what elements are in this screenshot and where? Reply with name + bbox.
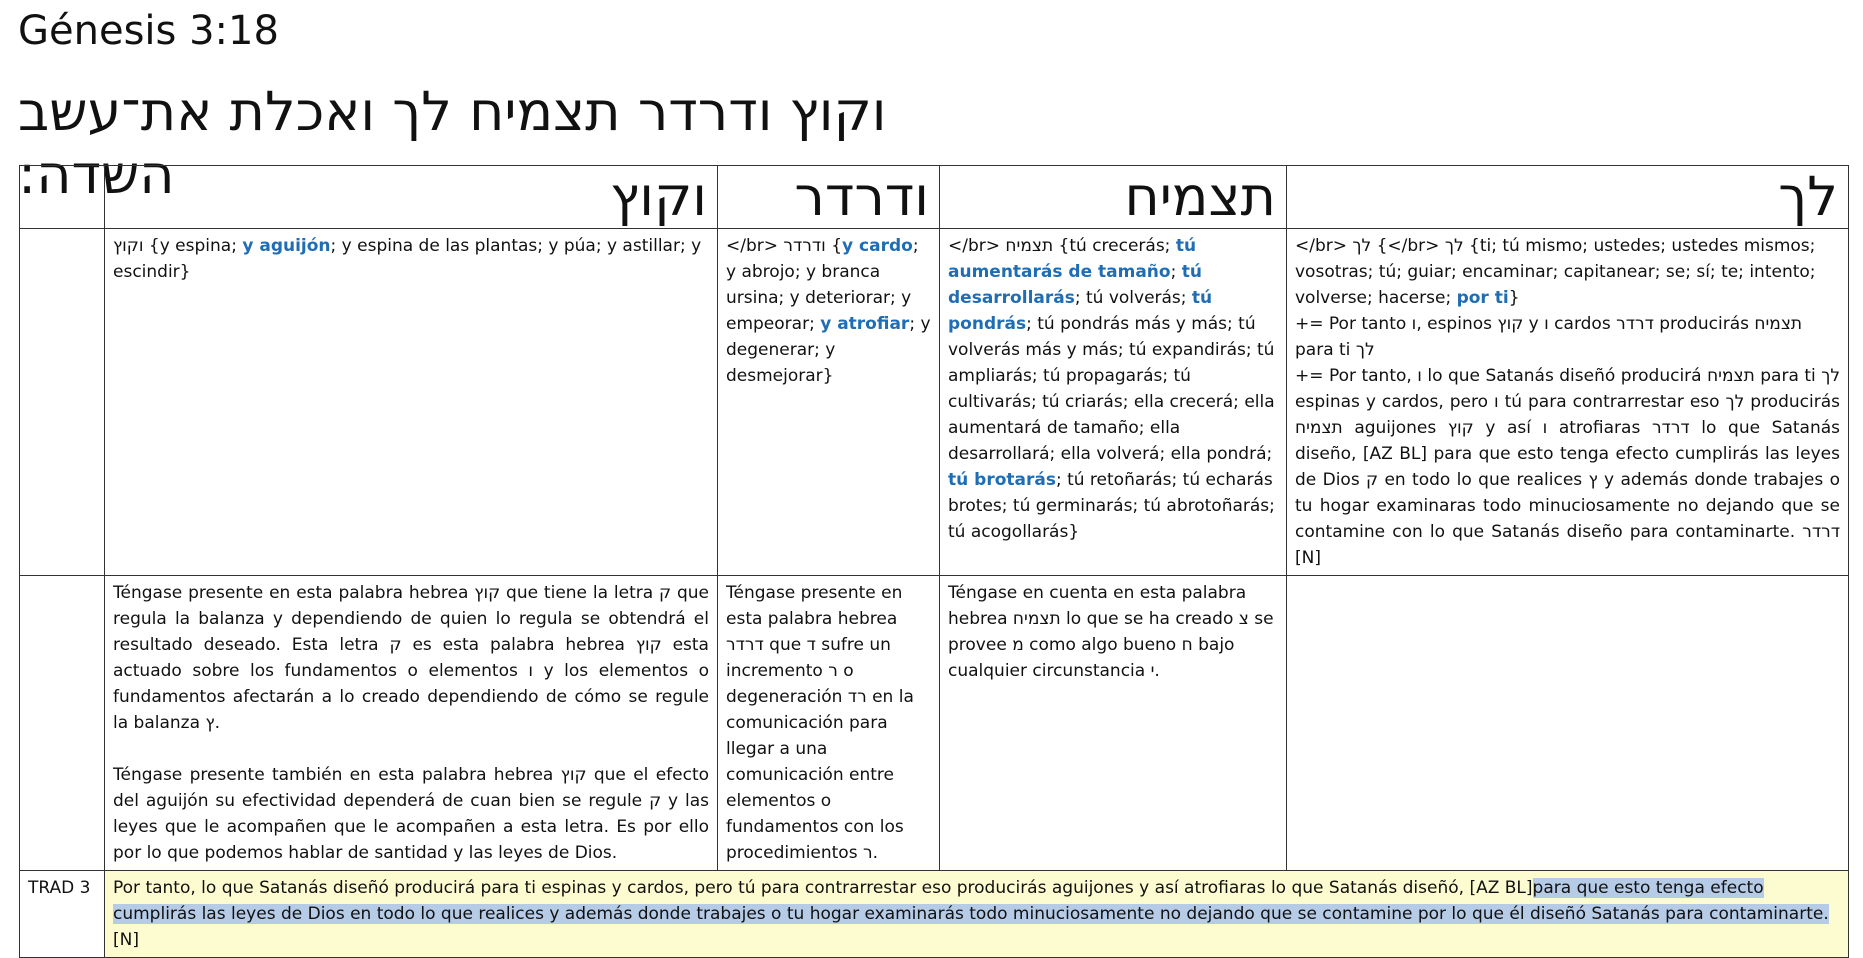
translation-row xyxy=(20,871,1849,958)
def4-definitions xyxy=(1295,233,1840,311)
def3-highlight-a: tú aumentarás de tamaño xyxy=(948,236,1197,282)
def4-text-b: } xyxy=(1508,288,1520,308)
definitions-empty-cell xyxy=(20,229,105,576)
def4-translation-1: += Por tanto ו, espinos קוץ y ו cardos דרדר producirás תצמיח para ti לך xyxy=(1295,314,1803,360)
def3-text-e: ; tú retoñarás; tú echarás brotes; tú germinarás; tú abrotoñarás; tú acogollarás} xyxy=(948,470,1275,542)
header-empty-cell xyxy=(20,166,105,229)
def4-text-a: </br> לך {</br> לך {ti; tú mismo; ustedes; ustedes mismos; vosotras; tú; guiar; encaminar; capitanear; se; sí; te; intento; volverse; hacerse; xyxy=(1295,236,1816,308)
definitions-row xyxy=(20,229,1849,576)
page-title: Génesis 3:18 xyxy=(18,8,279,54)
def4-highlight: por ti xyxy=(1456,288,1509,308)
def3-text-b: ; xyxy=(1170,262,1182,282)
translation-text: Por tanto, lo que Satanás diseñó producirá para ti espinas y cardos, pero tú para contrarrestar eso producirás aguijones y así atrofiaras lo que Satanás diseñó, [AZ BL] xyxy=(113,878,1533,898)
def1-highlight: y aguijón xyxy=(242,236,331,256)
header-row xyxy=(20,166,1849,229)
def2-highlight-a: y cardo xyxy=(842,236,913,256)
header-word-1: וקוץ xyxy=(105,166,718,229)
def3-highlight-b: tú desarrollarás xyxy=(948,262,1202,308)
def4-translation-2: += Por tanto, ו lo que Satanás diseñó producirá תצמיח para ti לך espinas y cardos, pero ו tú para contrarrestar eso לך producirás תצמיח aguijones קוץ y así ו atrofiaras דרדר lo que Satanás diseño, [AZ BL] para que esto tenga efecto cumplirás las leyes de Dios ק en todo lo que realices ץ y además donde trabajes o tu hogar examinaras todo minuciosamente no dejando que se contamine con lo que Satanás diseño para contaminarte. דרדר [N] xyxy=(1295,366,1840,568)
note-cell-3: Téngase en cuenta en esta palabra hebrea תצמיח lo que se ha creado צ se provee מ como algo bueno ח bajo cualquier circunstancia י. xyxy=(940,576,1287,871)
analysis-table xyxy=(19,165,1849,958)
note1-paragraph-1: Téngase presente en esta palabra hebrea קוץ que tiene la letra ק que regula la balanza y dependiendo de quien lo regula se obtendrá el resultado deseado. Esta letra ק es esta palabra hebrea קוץ esta actuado sobre los fundamentos o elementos ו y los elementos o fundamentos afectarán a lo creado dependiendo de cómo se regule la balanza ץ. xyxy=(113,583,709,733)
hebrew-verse: וקוץ ודרדר תצמיח לך ואכלת את־עשב השדה: xyxy=(18,80,887,206)
definition-cell-4 xyxy=(1287,229,1849,576)
translation-label: TRAD 3 xyxy=(20,871,105,958)
def3-text-d: ; tú pondrás más y más; tú volverás más y más; tú expandirás; tú ampliarás; tú propagarás; tú cultivarás; tú criarás; ella crecerá; ella aumentará de tamaño; ella desarrollará; ella volverá; ella pondrá; xyxy=(948,314,1275,464)
header-word-3: תצמיח xyxy=(940,166,1287,229)
def3-highlight-c: tú pondrás xyxy=(948,288,1213,334)
translation-end: [N] xyxy=(113,930,139,950)
def2-text-a: </br> ודרדר { xyxy=(726,236,843,256)
def2-highlight-b: y atrofiar xyxy=(820,314,910,334)
definition-cell-2 xyxy=(718,229,940,576)
definition-cell-1 xyxy=(105,229,718,576)
note-cell-1 xyxy=(105,576,718,871)
def1-text-b: ; y espina de las plantas; y púa; y astillar; y escindir} xyxy=(113,236,702,282)
header-word-4: לך xyxy=(1287,166,1849,229)
def3-text-c: ; tú volverás; xyxy=(1074,288,1192,308)
definition-cell-3 xyxy=(940,229,1287,576)
notes-empty-cell xyxy=(20,576,105,871)
translation-highlighted-text: para que esto tenga efecto cumplirás las leyes de Dios en todo lo que realices y además donde trabajes o tu hogar examinarás todo minuciosamente no dejando que se contamine por lo que él diseñó Satanás para contaminarte. xyxy=(113,878,1829,924)
note-cell-4-empty xyxy=(1287,576,1849,871)
def3-text-a: </br> תצמיח {tú crecerás; xyxy=(948,236,1176,256)
def2-text-c: ; y degenerar; y desmejorar} xyxy=(726,314,931,386)
def2-text-b: ; y abrojo; y branca ursina; y deteriorar; y empeorar; xyxy=(726,236,919,334)
note-cell-2: Téngase presente en esta palabra hebrea דרדר que ד sufre un incremento ר o degeneración רד en la comunicación para llegar a una comunicación entre elementos o fundamentos con los procedimientos ר. xyxy=(718,576,940,871)
header-word-2: ודרדר xyxy=(718,166,940,229)
def3-highlight-d: tú brotarás xyxy=(948,470,1056,490)
notes-row xyxy=(20,576,1849,871)
translation-cell xyxy=(105,871,1849,958)
def1-text-a: וקוץ {y espina; xyxy=(113,236,243,256)
note1-paragraph-2: Téngase presente también en esta palabra hebrea קוץ que el efecto del aguijón su efectividad dependerá de cuan bien se regule ק y las leyes que le acompañen que le acompañen a esta letra. Es por ello por lo que podemos hablar de santidad y las leyes de Dios. xyxy=(113,765,710,863)
